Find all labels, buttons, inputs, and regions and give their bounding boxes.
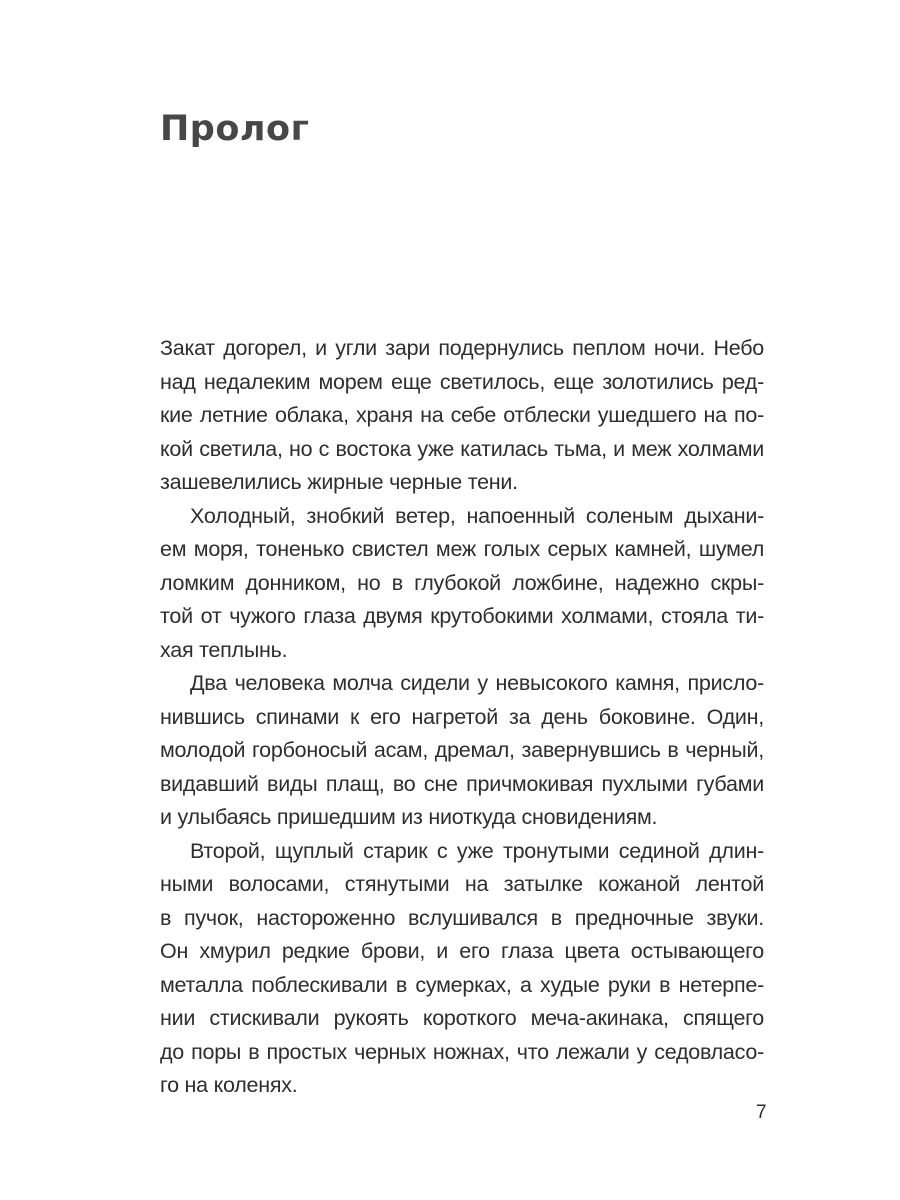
text-line: ем моря, тоненько свистел меж голых серых камней, шумел: [160, 537, 764, 561]
text-line: Он хмурил редкие брови, и его глаза цвета остывающего: [160, 939, 764, 963]
text-line: Холодный, знобкий ветер, напоенный соленым дыхани-: [190, 503, 764, 528]
text-line: Закат догорел, и угли зари подернулись пеплом ночи. Небо: [160, 336, 764, 360]
text-line: молодой горбоносый асам, дремал, завернувшись в черный,: [160, 738, 764, 762]
text-line: зашевелились жирные черные тени.: [160, 470, 518, 494]
text-line: той от чужого глаза двумя крутобокими холмами, стояла ти-: [160, 604, 764, 628]
chapter-title: Пролог: [160, 109, 310, 149]
paragraph-2: [160, 500, 764, 668]
page-number: 7: [756, 1102, 767, 1123]
text-line: в пучок, настороженно вслушивался в предночные звуки.: [160, 905, 764, 930]
paragraph-4: [160, 835, 764, 1103]
text-line: Второй, щуплый старик с уже тронутыми сединой длин-: [190, 838, 764, 863]
text-line: кие летние облака, храня на себе отблески ушедшего на по-: [160, 403, 764, 427]
text-line: Два человека молча сидели у невысокого камня, присло-: [190, 671, 764, 695]
text-line: и улыбаясь пришедшим из ниоткуда сновидениям.: [160, 805, 658, 829]
body-text: [160, 332, 764, 1103]
text-line: ными волосами, стянутыми на затылке кожаной лентой: [160, 872, 764, 896]
text-line: нившись спинами к его нагретой за день боковине. Один,: [160, 704, 764, 729]
text-line: нии стискивали рукоять короткого меча-акинака, спящего: [160, 1006, 764, 1030]
text-line: над недалеким морем еще светилось, еще золотились ред-: [160, 369, 764, 394]
text-line: до поры в простых черных ножнах, что лежали у седовласо-: [160, 1039, 764, 1064]
text-line: го на коленях.: [160, 1073, 298, 1097]
text-line: хая теплынь.: [160, 637, 288, 662]
text-line: видавший виды плащ, во сне причмокивая пухлыми губами: [160, 771, 764, 796]
text-line: кой светила, но с востока уже катилась тьма, и меж холмами: [160, 436, 764, 461]
paragraph-1: [160, 332, 764, 500]
text-line: металла поблескивали в сумерках, а худые руки в нетерпе-: [160, 972, 764, 997]
text-line: ломким донником, но в глубокой ложбине, надежно скры-: [160, 570, 764, 595]
paragraph-3: [160, 667, 764, 835]
